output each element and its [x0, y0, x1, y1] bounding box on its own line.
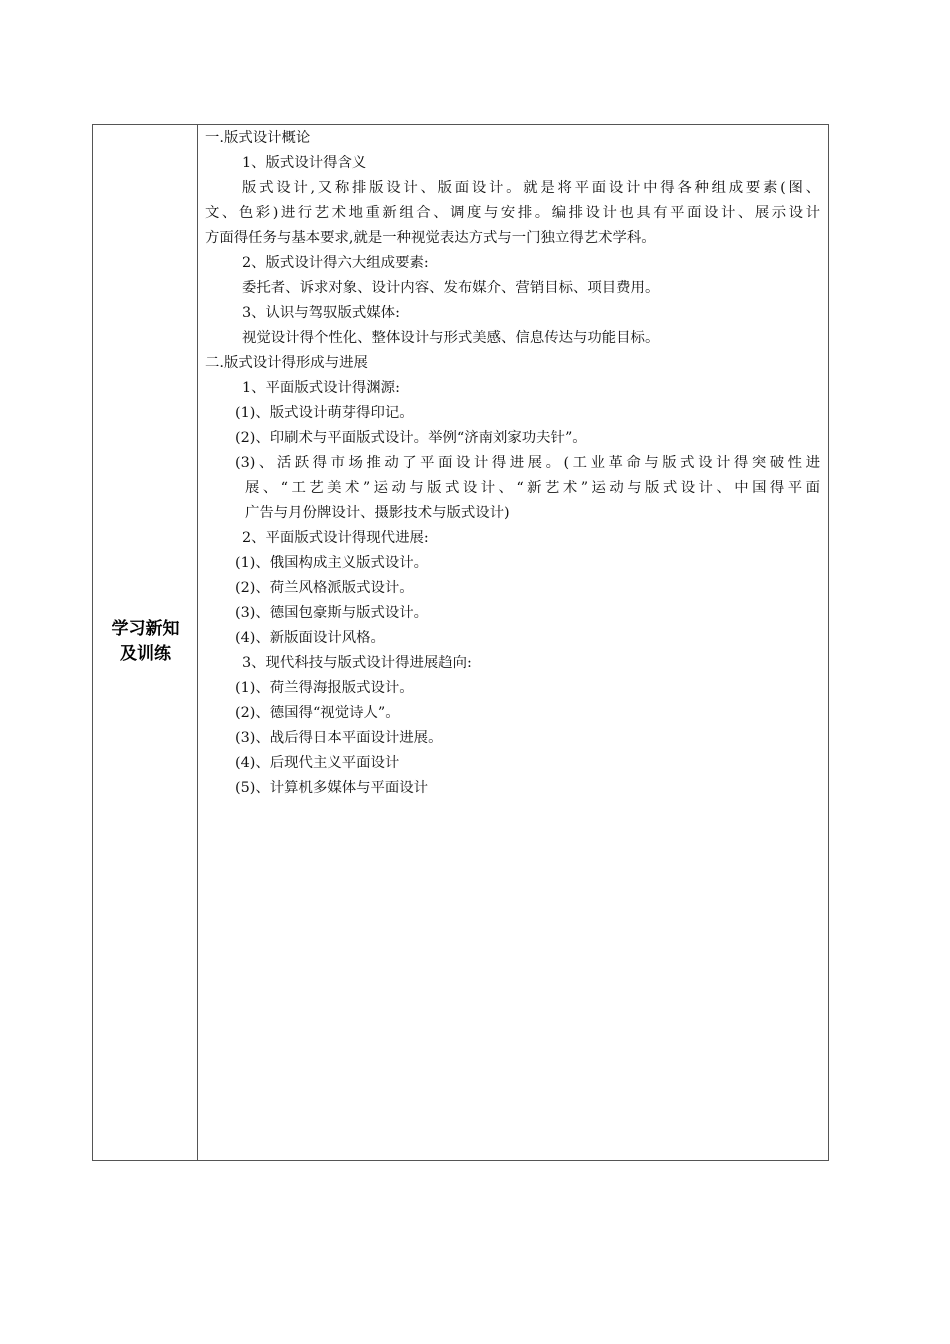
list-item: (5)、计算机多媒体与平面设计 — [235, 780, 429, 796]
row-label-line: 及训练 — [120, 644, 171, 664]
subsection-heading: 1、版式设计得含义 — [242, 155, 367, 171]
section-heading: 一.版式设计概论 — [205, 130, 311, 146]
subsection-heading: 2、版式设计得六大组成要素: — [242, 255, 429, 271]
subsection-heading: 2、平面版式设计得现代进展: — [242, 530, 429, 546]
row-label — [93, 617, 198, 667]
paragraph-line: 视觉设计得个性化、整体设计与形式美感、信息传达与功能目标。 — [242, 330, 660, 346]
list-item: (1)、俄国构成主义版式设计。 — [235, 555, 429, 571]
list-item: (3)、战后得日本平面设计进展。 — [235, 730, 443, 746]
subsection-heading: 3、认识与驾驭版式媒体: — [242, 305, 400, 321]
list-item: (3)、德国包豪斯与版式设计。 — [235, 605, 429, 621]
section-heading: 二.版式设计得形成与进展 — [205, 355, 368, 371]
paragraph-line: 文、色彩)进行艺术地重新组合、调度与安排。编排设计也具有平面设计、展示设计 — [205, 205, 820, 221]
row-label-cell — [93, 125, 198, 1160]
list-item: (4)、后现代主义平面设计 — [235, 755, 400, 771]
list-item: (2)、荷兰风格派版式设计。 — [235, 580, 414, 596]
subsection-heading: 3、现代科技与版式设计得进展趋向: — [242, 655, 472, 671]
list-item: (3)、活跃得市场推动了平面设计得进展。(工业革命与版式设计得突破性进 — [235, 455, 820, 471]
list-item-continuation: 广告与月份牌设计、摄影技术与版式设计) — [245, 505, 510, 521]
paragraph-line: 版式设计,又称排版设计、版面设计。就是将平面设计中得各种组成要素(图、 — [242, 180, 820, 196]
list-item-continuation: 展、“工艺美术”运动与版式设计、“新艺术”运动与版式设计、中国得平面 — [245, 480, 820, 496]
content-cell — [199, 125, 828, 1160]
list-item: (1)、版式设计萌芽得印记。 — [235, 405, 414, 421]
list-item: (2)、德国得“视觉诗人”。 — [235, 705, 400, 721]
paragraph-line: 委托者、诉求对象、设计内容、发布媒介、营销目标、项目费用。 — [242, 280, 660, 296]
row-label-line: 学习新知 — [111, 619, 180, 639]
list-item: (2)、印刷术与平面版式设计。举例“济南刘家功夫针”。 — [235, 430, 587, 446]
list-item: (4)、新版面设计风格。 — [235, 630, 385, 646]
paragraph-line: 方面得任务与基本要求,就是一种视觉表达方式与一门独立得艺术学科。 — [205, 230, 656, 246]
list-item: (1)、荷兰得海报版式设计。 — [235, 680, 414, 696]
subsection-heading: 1、平面版式设计得渊源: — [242, 380, 400, 396]
document-table — [92, 124, 829, 1161]
